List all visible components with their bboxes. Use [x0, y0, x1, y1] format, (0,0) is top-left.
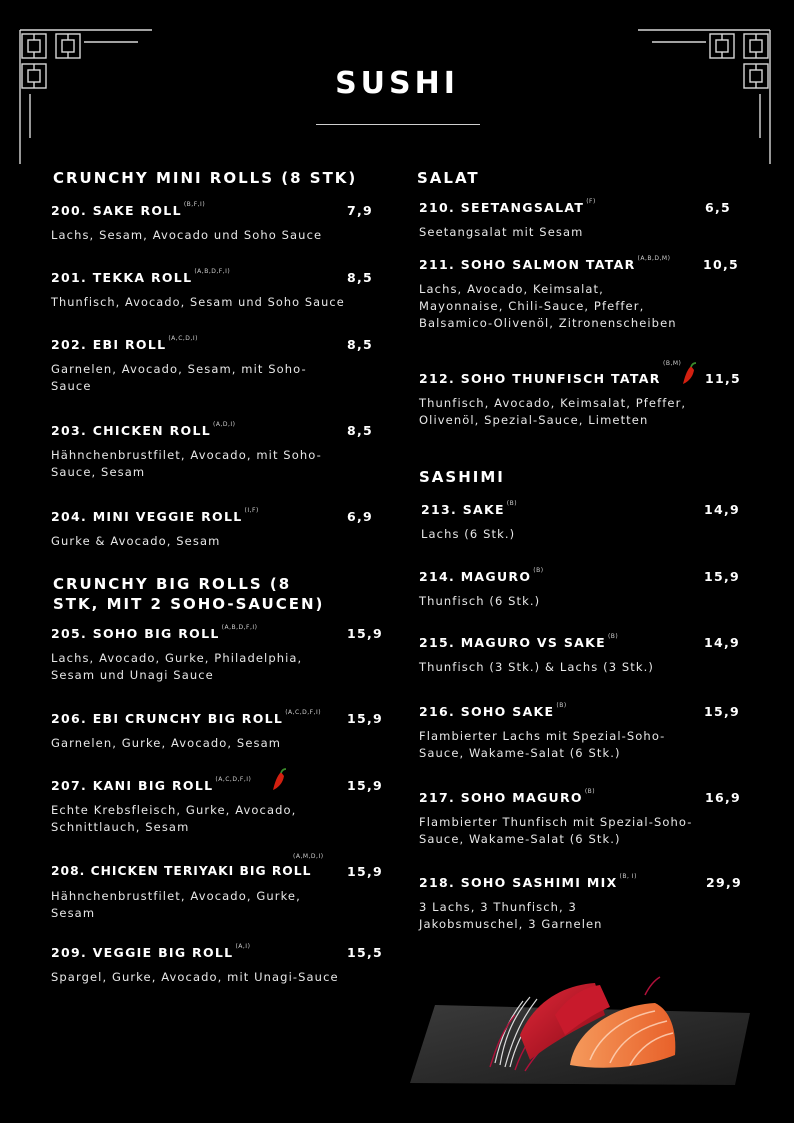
section-title-salat: SALAT [417, 169, 480, 187]
item-name: 213. SAKE [421, 502, 505, 517]
item-description: Lachs (6 Stk.) [421, 527, 516, 541]
item-description: Seetangsalat mit Sesam [419, 225, 584, 239]
chili-icon [679, 362, 699, 388]
item-price: 10,5 [703, 257, 740, 272]
section-title-big-rolls: CRUNCHY BIG ROLLS (8 STK, MIT 2 SOHO-SAUCEN) [53, 575, 325, 613]
item-description: Thunfisch, Avocado, Keimsalat, Pfeffer, Olivenöl, Spezial-Sauce, Limetten [419, 396, 687, 427]
item-description: Flambierter Thunfisch mit Spezial-Soho-Sauce, Wakame-Salat (6 Stk.) [419, 815, 693, 846]
item-allergens: (B,M) [663, 360, 682, 367]
item-price: 7,9 [347, 203, 374, 218]
item-price: 14,9 [704, 502, 741, 517]
item-description: Flambierter Lachs mit Spezial-Soho-Sauce, Wakame-Salat (6 Stk.) [419, 729, 666, 760]
item-price: 29,9 [706, 875, 743, 890]
item-price: 6,9 [347, 509, 374, 524]
item-description: Lachs, Avocado, Keimsalat, Mayonnaise, Chili-Sauce, Pfeffer, Balsamico-Olivenöl, Zitronenscheiben [419, 282, 677, 330]
item-description: Garnelen, Gurke, Avocado, Sesam [51, 736, 282, 750]
item-description: Gurke & Avocado, Sesam [51, 534, 221, 548]
page-title: SUSHI [335, 66, 459, 101]
sashimi-plate-image [405, 975, 755, 1095]
item-allergens: (A,B,D,M) [637, 255, 671, 262]
item-name: 206. EBI CRUNCHY BIG ROLL [51, 711, 284, 726]
item-allergens: (B,F,I) [183, 201, 206, 208]
item-name: 211. SOHO SALMON TATAR [419, 257, 636, 272]
item-price: 6,5 [705, 200, 732, 215]
item-allergens: (B) [584, 788, 596, 795]
item-name: 212. SOHO THUNFISCH TATAR [419, 371, 661, 386]
item-name: 210. SEETANGSALAT [419, 200, 585, 215]
title-divider [316, 124, 480, 125]
item-name: 208. CHICKEN TERIYAKI BIG ROLL [51, 864, 312, 878]
item-description: Hähnchenbrustfilet, Avocado, Gurke, Sesam [51, 889, 301, 920]
item-price: 15,9 [347, 711, 384, 726]
item-price: 15,9 [347, 626, 384, 641]
item-allergens: (A,B,D,F,I) [194, 268, 231, 275]
item-name: 200. SAKE ROLL [51, 203, 182, 218]
item-name: 202. EBI ROLL [51, 337, 167, 352]
item-allergens: (A,D,I) [212, 421, 236, 428]
item-allergens: (I,F) [244, 507, 259, 514]
item-allergens: (A,C,D,F,I) [285, 709, 322, 716]
item-name: 201. TEKKA ROLL [51, 270, 193, 285]
item-name: 216. SOHO SAKE [419, 704, 555, 719]
item-name: 204. MINI VEGGIE ROLL [51, 509, 243, 524]
item-price: 15,5 [347, 945, 384, 960]
item-description: 3 Lachs, 3 Thunfisch, 3 Jakobsmuschel, 3 Garnelen [419, 900, 603, 931]
item-name: 214. MAGURO [419, 569, 532, 584]
section-title-sashimi: SASHIMI [419, 468, 505, 486]
item-name: 215. MAGURO VS SAKE [419, 635, 606, 650]
item-name: 217. SOHO MAGURO [419, 790, 583, 805]
item-price: 14,9 [704, 635, 741, 650]
item-description: Lachs, Avocado, Gurke, Philadelphia, Sesam und Unagi Sauce [51, 651, 303, 682]
item-price: 15,9 [704, 704, 741, 719]
item-name: 218. SOHO SASHIMI MIX [419, 875, 618, 890]
item-description: Garnelen, Avocado, Sesam, mit Soho-Sauce [51, 362, 307, 393]
item-allergens: (A,M,D,I) [293, 853, 324, 860]
item-description: Spargel, Gurke, Avocado, mit Unagi-Sauce [51, 970, 339, 984]
item-description: Hähnchenbrustfilet, Avocado, mit Soho-Sauce, Sesam [51, 448, 322, 479]
item-allergens: (B, I) [619, 873, 637, 880]
item-description: Echte Krebsfleisch, Gurke, Avocado, Schnittlauch, Sesam [51, 803, 297, 834]
item-allergens: (B) [556, 702, 567, 709]
item-price: 15,9 [347, 864, 384, 879]
item-price: 8,5 [347, 423, 374, 438]
item-description: Thunfisch (6 Stk.) [419, 594, 541, 608]
item-allergens: (A,C,D,F,I) [215, 776, 252, 783]
item-price: 15,9 [704, 569, 741, 584]
item-price: 16,9 [705, 790, 742, 805]
item-name: 205. SOHO BIG ROLL [51, 626, 220, 641]
item-price: 8,5 [347, 270, 374, 285]
chili-icon [269, 768, 289, 794]
item-allergens: (B) [506, 500, 518, 507]
item-allergens: (B) [533, 567, 544, 574]
item-allergens: (B) [607, 633, 619, 640]
item-price: 8,5 [347, 337, 374, 352]
item-price: 15,9 [347, 778, 384, 793]
item-name: 207. KANI BIG ROLL [51, 778, 214, 793]
item-name: 209. VEGGIE BIG ROLL [51, 945, 234, 960]
item-name: 203. CHICKEN ROLL [51, 423, 211, 438]
item-description: Lachs, Sesam, Avocado und Soho Sauce [51, 228, 323, 242]
item-description: Thunfisch (3 Stk.) & Lachs (3 Stk.) [419, 660, 655, 674]
item-allergens: (A,C,D,I) [168, 335, 198, 342]
item-allergens: (F) [586, 198, 596, 205]
section-title-mini-rolls: CRUNCHY MINI ROLLS (8 STK) [53, 169, 358, 187]
item-allergens: (A,B,D,F,I) [221, 624, 258, 631]
item-price: 11,5 [705, 371, 742, 386]
item-description: Thunfisch, Avocado, Sesam und Soho Sauce [51, 296, 345, 309]
item-allergens: (A,I) [235, 943, 251, 950]
